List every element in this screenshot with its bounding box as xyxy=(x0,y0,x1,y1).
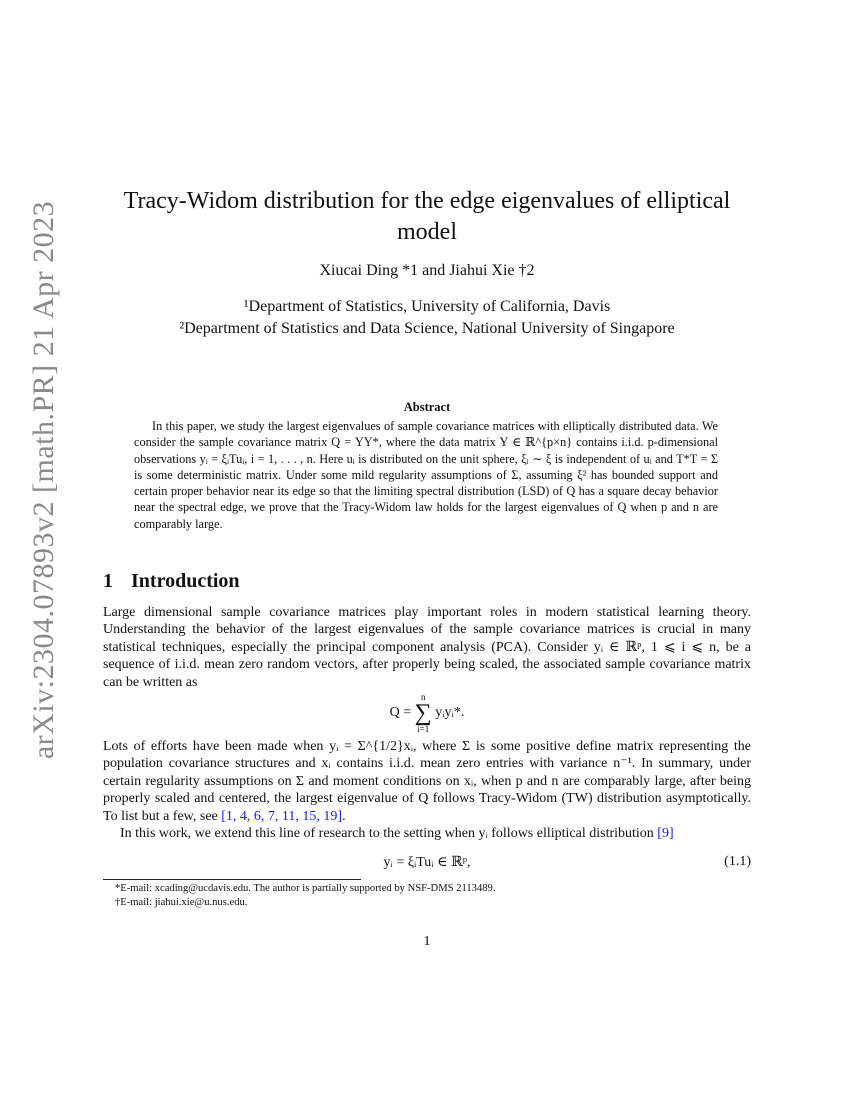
sum-lower-limit: i=1 xyxy=(417,724,430,734)
abstract-heading: Abstract xyxy=(403,400,451,414)
section-title: Introduction xyxy=(131,570,240,592)
footnote-1: *E-mail: xcading@ucdavis.edu. The author is partially supported by NSF-DMS 2113489. xyxy=(115,883,496,894)
paragraph-1-text: Large dimensional sample covariance matrices play important roles in modern statistical learning theory. Understanding the behavior of the largest eigenvalues of the sample covariance matrices is crucial in many statistical techniques, especially the principal component analysis (PCA). Consider yᵢ ∈ ℝᵖ, 1 ⩽ i ⩽ n, be a sequence of i.i.d. mean zero random vectors, after properly being scaled, the associated sample covariance matrix can be written as xyxy=(103,605,751,690)
affiliations xyxy=(103,296,751,340)
affiliation-1: ¹Department of Statistics, University of California, Davis xyxy=(243,298,611,315)
arxiv-sidebar-stamp xyxy=(18,200,70,760)
eq1-lhs: Q = xyxy=(389,705,412,721)
abstract-text: In this paper, we study the largest eigenvalues of sample covariance matrices with elliptically distributed data. We consider the sample covariance matrix Q = YY*, where the data matrix Y ∈ ℝ^{p×n} contains i.i.d. p-dimensional observations yᵢ = ξᵢTuᵢ, i = 1, . . . , n. Here uᵢ is distributed on the unit sphere, ξᵢ ∼ ξ is independent of uᵢ and T*T = Σ is some deterministic matrix. Under some mild regularity assumptions of Σ, assuming ξ² has bounded support and certain proper behavior near its edge so that the limiting spectral distribution (LSD) of Q has a square decay behavior near the spectral edge, we prove that the Tracy-Widom law holds for the largest eigenvalues of Q when p and n are comparably large. xyxy=(134,419,718,531)
citation-9-link[interactable]: [9] xyxy=(657,826,674,842)
paragraph-2: Lots of efforts have been made when yᵢ = Σ^{1/2}xᵢ, where Σ is some positive define matrix representing the population covariance structures and xᵢ contains i.i.d. mean zero entries with variance n⁻¹. In summary, under certain regularity assumptions on Σ and moment conditions on xᵢ, when p and n are comparably large, after being properly scaled and centered, the largest eigenvalue of Q follows Tracy-Widom (TW) distribution asymptotically. To list but a few, see [1, 4, 6, 7, 11, 15, 19]. In this work, we extend this line of research to the setting when yᵢ follows elliptical distribution [9] xyxy=(103,739,751,842)
paragraph-1 xyxy=(103,604,751,691)
eq1-rhs: yᵢyᵢ*. xyxy=(435,705,465,721)
sum-upper-limit: n xyxy=(420,692,426,702)
paper-title: Tracy-Widom distribution for the edge eigenvalues of elliptical model xyxy=(123,188,731,245)
footnote-rule xyxy=(103,879,361,880)
paragraph-2-text: Lots of efforts have been made when yᵢ = Σ^{1/2}xᵢ, where Σ is some positive define matrix representing the population covariance structures and xᵢ contains i.i.d. mean zero entries with variance n⁻¹. In summary, under certain regularity assumptions on Σ and moment conditions on xᵢ, when p and n are comparably large, after being properly scaled and centered, the largest eigenvalue of Q follows Tracy-Widom (TW) distribution asymptotically. To list but a few, see xyxy=(103,739,751,824)
page-number: 1 xyxy=(423,934,431,949)
author-line: Xiucai Ding *1 and Jiahui Xie †2 xyxy=(319,262,535,279)
arxiv-identifier: arXiv:2304.07893v2 [math.PR] 21 Apr 2023 xyxy=(27,200,60,760)
summation-symbol xyxy=(415,692,432,734)
section-number: 1 xyxy=(103,570,113,592)
sum-sign: ∑ xyxy=(414,700,432,726)
paragraph-3-text: In this work, we extend this line of research to the setting when yᵢ follows elliptical distribution xyxy=(120,826,654,842)
equation-number: (1.1) xyxy=(724,854,751,869)
abstract-body xyxy=(134,418,718,532)
footnote-2: †E-mail: jiahui.xie@u.nus.edu. xyxy=(115,897,248,908)
equation-q-sum xyxy=(103,692,751,734)
footnotes xyxy=(103,882,751,910)
equation-1-1 xyxy=(103,854,751,871)
section-heading xyxy=(103,570,240,593)
eq2-body: yᵢ = ξᵢTuᵢ ∈ ℝᵖ, xyxy=(383,855,471,870)
affiliation-2: ²Department of Statistics and Data Science, National University of Singapore xyxy=(179,320,675,337)
citation-list-link[interactable]: [1, 4, 6, 7, 11, 15, 19] xyxy=(221,808,343,824)
